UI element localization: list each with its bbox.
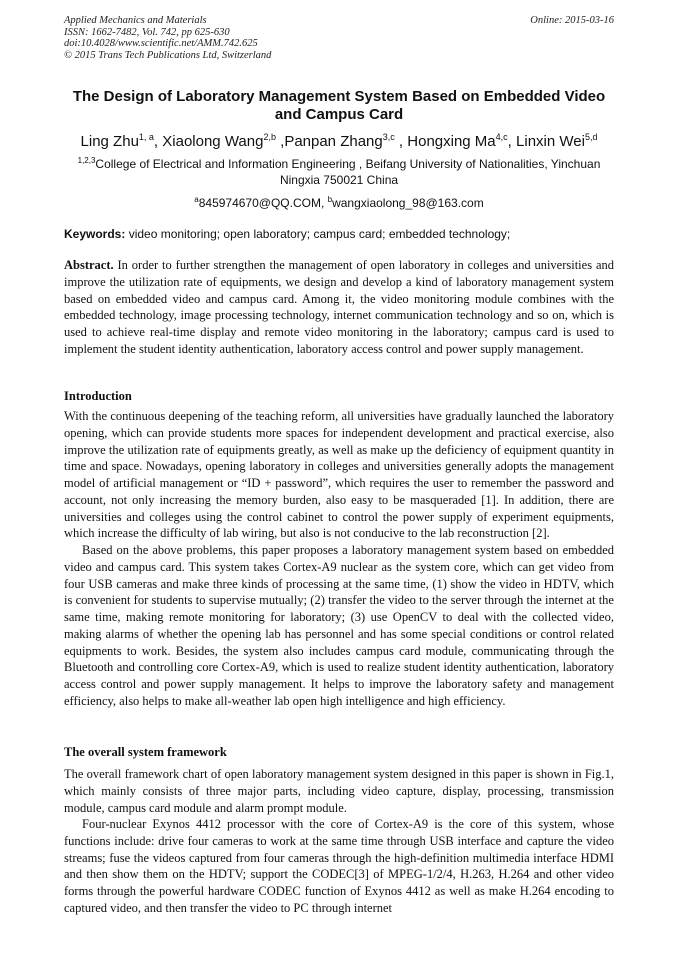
abstract-label: Abstract. [64,258,114,272]
intro-heading: Introduction [64,389,132,403]
email-a: 845974670@QQ.COM, [198,196,328,210]
framework-heading: The overall system framework [64,745,227,759]
author-name: Hongxing Ma [407,133,496,150]
author-sup: 1, a [138,132,154,142]
framework-paragraph-2: Four-nuclear Exynos 4412 processor with the core of Cortex-A9 is the core of this system, whose functions include: drive four cameras to work at the same time through USB interface and capture the video streams; fuse the videos captured from four cameras through the high-definition multimedia interface HDMI and then show them on the HDTV; support the CODEC[3] of MPEG-1/2/4, H.263, H.264 and other video forms through the powerful hardware CODEC function of Exynos 4412 as well as make H.264 encoding to captured video, and then transfer the video to PC through internet [64,817,614,915]
doi-line: doi:10.4028/www.scientific.net/AMM.742.625 [64,38,258,49]
paper-title: The Design of Laboratory Management System Based on Embedded Video and Campus Card [72,88,606,123]
author-separator: , [394,133,408,150]
author-sup: 2,b [263,132,276,142]
email-line [64,193,614,210]
author-sup: 4,c [495,132,508,142]
online-date: Online: 2015-03-16 [530,15,614,26]
affiliation-text: College of Electrical and Information Engineering , Beifang University of Nationalities, Yinchuan Ningxia 750021 China [95,157,601,187]
abstract-text: In order to further strengthen the management of open laboratory in colleges and universities and improve the utilization rate of equipments, we design and develop a kind of laboratory management system based on embedded video and campus card. Among it, the video monitoring module combines with the embedded technology, image processing technology, internet communication technology and so on, which is used to achieve real-time display and remote video monitoring in the laboratory; campus card is used to implement the student identity authentication, laboratory access control and power supply management. [64,258,614,356]
author-sup: 3,c [382,132,395,142]
affiliation-sup: 1,2,3 [77,156,96,165]
copyright-line: © 2015 Trans Tech Publications Ltd, Switzerland [64,49,272,61]
author-name: Linxin Wei [516,133,585,150]
issn-line: ISSN: 1662-7482, Vol. 742, pp 625-630 [64,26,230,38]
keywords [64,227,614,242]
keywords-text: video monitoring; open laboratory; campus card; embedded technology; [125,227,511,241]
author-separator: , [153,133,163,150]
email-b: wangxiaolong_98@163.com [332,196,484,210]
framework-paragraph-1: The overall framework chart of open laboratory management system designed in this paper is shown in Fig.1, which mainly consists of three major parts, including video capture, display, processing, transmission module, campus card module and alarm prompt module. [64,767,614,815]
abstract [64,257,614,358]
author-separator: , [507,133,517,150]
author-separator: , [275,133,285,150]
intro-paragraph-1: With the continuous deepening of the teaching reform, all universities have gradually launched the laboratory opening, which can provide students more spaces for independent development and practical exercise, also improve the utilization rate of equipments greatly, as well as make up the deficiency of equipment quantity in time and space. Nowadays, opening laboratory in colleges and universities generally adopts the management model of artificial management or “ID + password”, which requires the user to remember the password and account, not only increasing the memory burden, also easy to be masqueraded [1]. In addition, there are universities and colleges using the control cabinet to control the power supply of experiment equipments, which increase the difficulty of lab wiring, but also is not conducive to the lab reconstruction [2]. [64,409,614,541]
journal-name: Applied Mechanics and Materials [64,15,207,26]
email-a-sup: a [194,195,199,204]
email-b-sup: b [327,195,333,204]
author-name: Panpan Zhang [284,133,383,150]
affiliation [64,153,614,188]
intro-paragraph-2: Based on the above problems, this paper proposes a laboratory management system based on embedded video and campus card. This system takes Cortex-A9 nuclear as the system core, which can get video from four USB cameras and make three kinds of processing at the same time, (1) show the video in HDTV, which is convenient for students to supervise mutually; (2) transfer the video to the server through the internet at the same time, making remote monitoring for laboratory; (3) use OpenCV to deal with the collected video, making alarms of whether the opening lab has personnel and has some special conditions or control related equipments to work. Besides, the system also includes campus card module, communicating through the Bluetooth and controlling core Cortex-A9, which is used to realize student identity authentication, laboratory access control and power supply management. It helps to improve the laboratory safety and management efficiency, also helps to make all-weather lab open high intelligence and high efficiency. [64,543,614,708]
author-list [58,128,620,151]
journal-header [64,15,614,61]
author-name: Xiaolong Wang [162,133,264,150]
author-sup: 5,d [584,132,598,142]
keywords-label: Keywords: [64,227,126,241]
author-name: Ling Zhu [80,133,139,150]
